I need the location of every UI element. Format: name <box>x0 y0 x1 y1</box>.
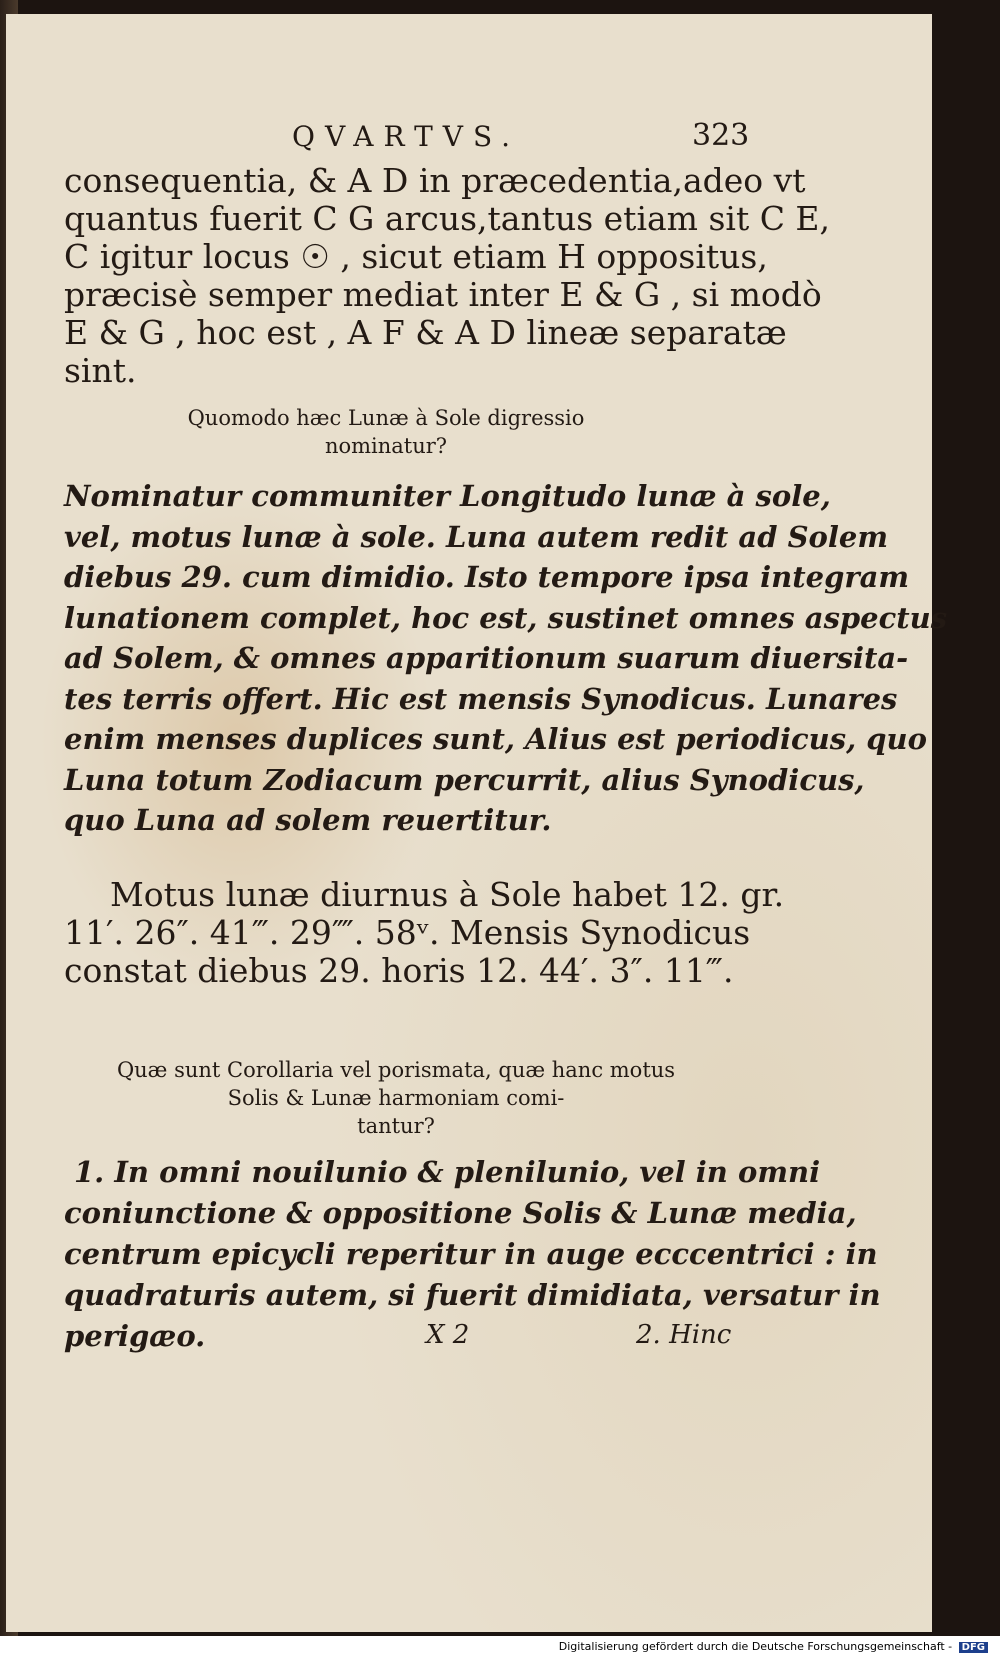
text-line: lunationem complet, hoc est, sustinet omnes aspectus <box>64 600 948 635</box>
page-number: 323 <box>692 118 750 153</box>
text-line: centrum epicycli reperitur in auge ecccentrici : in <box>64 1237 878 1271</box>
text-line: ad Solem, & omnes apparitionum suarum diuersita- <box>64 641 909 675</box>
text-line: Nominatur communiter Longitudo lunæ à sole, <box>64 479 831 513</box>
text-line: coniunctione & oppositione Solis & Lunæ media, <box>64 1196 857 1230</box>
text-line: Luna totum Zodiacum percurrit, alius Synodicus, <box>64 762 865 797</box>
text-line: consequentia, & A D in præcedentia,adeo vt <box>64 161 806 200</box>
question-line: nominatur? <box>324 434 448 458</box>
text-line: tes terris offert. Hic est mensis Synodicus. Lunares <box>64 681 898 716</box>
text-line: diebus 29. cum dimidio. Isto tempore ipsa integram <box>64 560 910 594</box>
question-line: Quomodo hæc Lunæ à Sole digressio <box>187 406 585 430</box>
question-heading-1 <box>106 404 666 460</box>
text-line: 11′. 26″. 41‴. 29⁗. 58ᵛ. Mensis Synodicus <box>64 913 751 952</box>
catchword: 2. Hinc <box>636 1320 732 1350</box>
text-line: Motus lunæ diurnus à Sole habet 12. gr. <box>110 875 785 914</box>
text-line: perigæo. <box>64 1319 206 1353</box>
text-line: sint. <box>64 351 137 390</box>
footer-bar <box>0 1636 1000 1662</box>
question-line: tantur? <box>357 1114 435 1138</box>
text-line: constat diebus 29. horis 12. 44′. 3″. 11‴. <box>64 951 734 990</box>
book-page <box>6 14 948 1632</box>
running-title: QVARTVS. <box>292 120 521 153</box>
signature-mark: X 2 <box>426 1320 470 1350</box>
motion-values-paragraph <box>64 875 785 990</box>
footer-credit-text: Digitalisierung gefördert durch die Deutsche Forschungsgemeinschaft - <box>558 1640 953 1653</box>
text-line: 1. In omni nouilunio & plenilunio, vel in omni <box>74 1155 821 1189</box>
text-line: E & G , hoc est , A F & A D lineæ separatæ <box>64 313 787 352</box>
answer-paragraph-1 <box>64 476 948 841</box>
question-line: Quæ sunt Corollaria vel porismata, quæ hanc motus <box>116 1058 676 1082</box>
text-line: quantus fuerit C G arcus,tantus etiam sit C E, <box>64 199 831 238</box>
question-line: Solis & Lunæ harmoniam comi- <box>227 1086 565 1110</box>
footer-credit <box>559 1640 988 1653</box>
text-line: vel, motus lunæ à sole. Luna autem redit ad Solem <box>64 519 889 554</box>
paragraph-continuation <box>64 161 831 390</box>
text-line: quadraturis autem, si fuerit dimidiata, versatur in <box>64 1278 881 1312</box>
text-line: C igitur locus ☉ , sicut etiam H oppositus, <box>64 237 768 276</box>
text-line: quo Luna ad solem reuertitur. <box>64 803 552 837</box>
text-line: enim menses duplices sunt, Alius est periodicus, quo <box>64 722 927 756</box>
dfg-logo: DFG <box>959 1642 988 1653</box>
question-heading-2 <box>96 1056 696 1140</box>
text-line: præcisè semper mediat inter E & G , si modò <box>64 275 822 314</box>
